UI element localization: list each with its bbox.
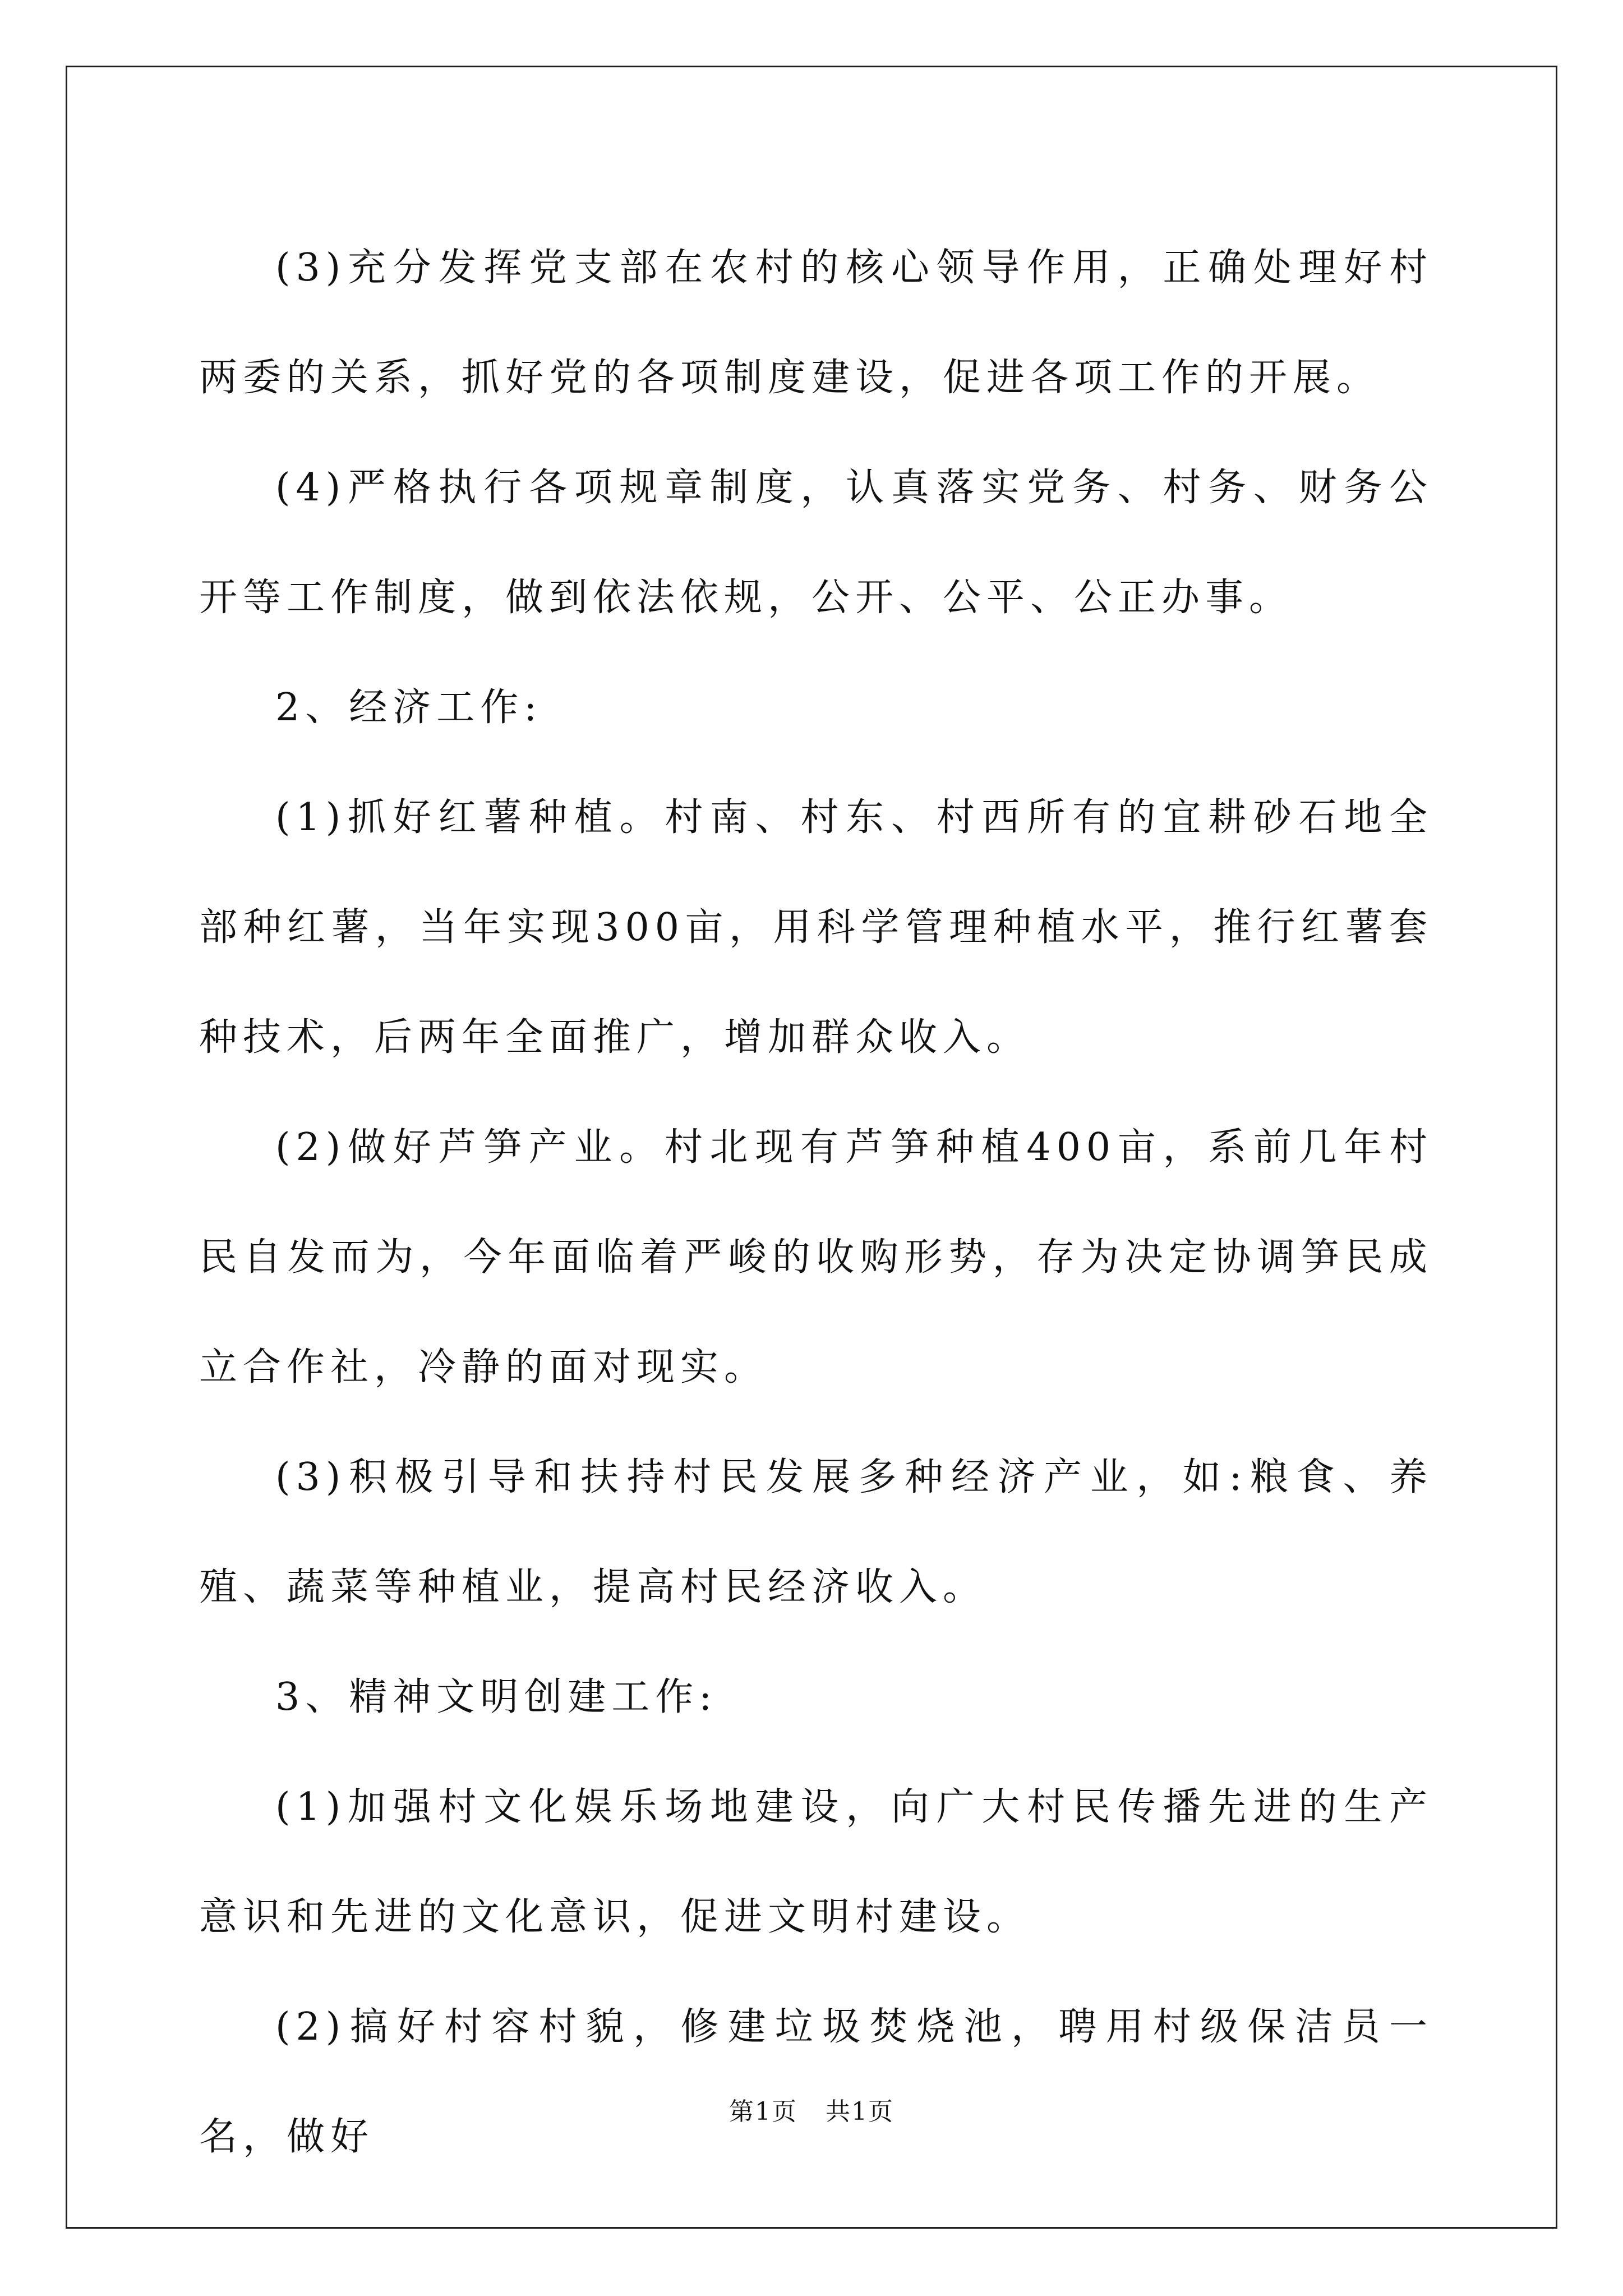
paragraph-village-appearance: (2)搞好村容村貌，修建垃圾焚烧池，聘用村级保洁员一名，做好 — [199, 2005, 1433, 2159]
section-heading-economy: 2、经济工作: — [275, 685, 543, 730]
page-number: 第1页 — [729, 2097, 797, 2126]
page-footer — [0, 2095, 1623, 2129]
paragraph-rules-disclosure: (4)严格执行各项规章制度，认真落实党务、村务、财务公开等工作制度，做到依法依规，公开、公平、公正办事。 — [199, 466, 1433, 620]
section-heading-civilization: 3、精神文明创建工作: — [275, 1675, 718, 1719]
page-total: 共1页 — [826, 2097, 894, 2126]
paragraph-sweet-potato: (1)抓好红薯种植。村南、村东、村西所有的宜耕砂石地全部种红薯，当年实现300亩，用科学管理种植水平，推行红薯套种技术，后两年全面推广，增加群众收入。 — [199, 795, 1433, 1060]
paragraph-party-leadership: (3)充分发挥党支部在农村的核心领导作用，正确处理好村两委的关系，抓好党的各项制度建设，促进各项工作的开展。 — [199, 246, 1433, 400]
paragraph-asparagus: (2)做好芦笋产业。村北现有芦笋种植400亩，系前几年村民自发而为，今年面临着严峻的收购形势，存为决定协调笋民成立合作社，冷静的面对现实。 — [199, 1125, 1433, 1389]
paragraph-diverse-industry: (3)积极引导和扶持村民发展多种经济产业，如:粮食、养殖、蔬菜等种植业，提高村民经济收入。 — [199, 1455, 1433, 1609]
paragraph-culture-venue: (1)加强村文化娱乐场地建设，向广大村民传播先进的生产意识和先进的文化意识，促进文明村建设。 — [199, 1785, 1433, 1939]
document-body — [199, 213, 1433, 2192]
